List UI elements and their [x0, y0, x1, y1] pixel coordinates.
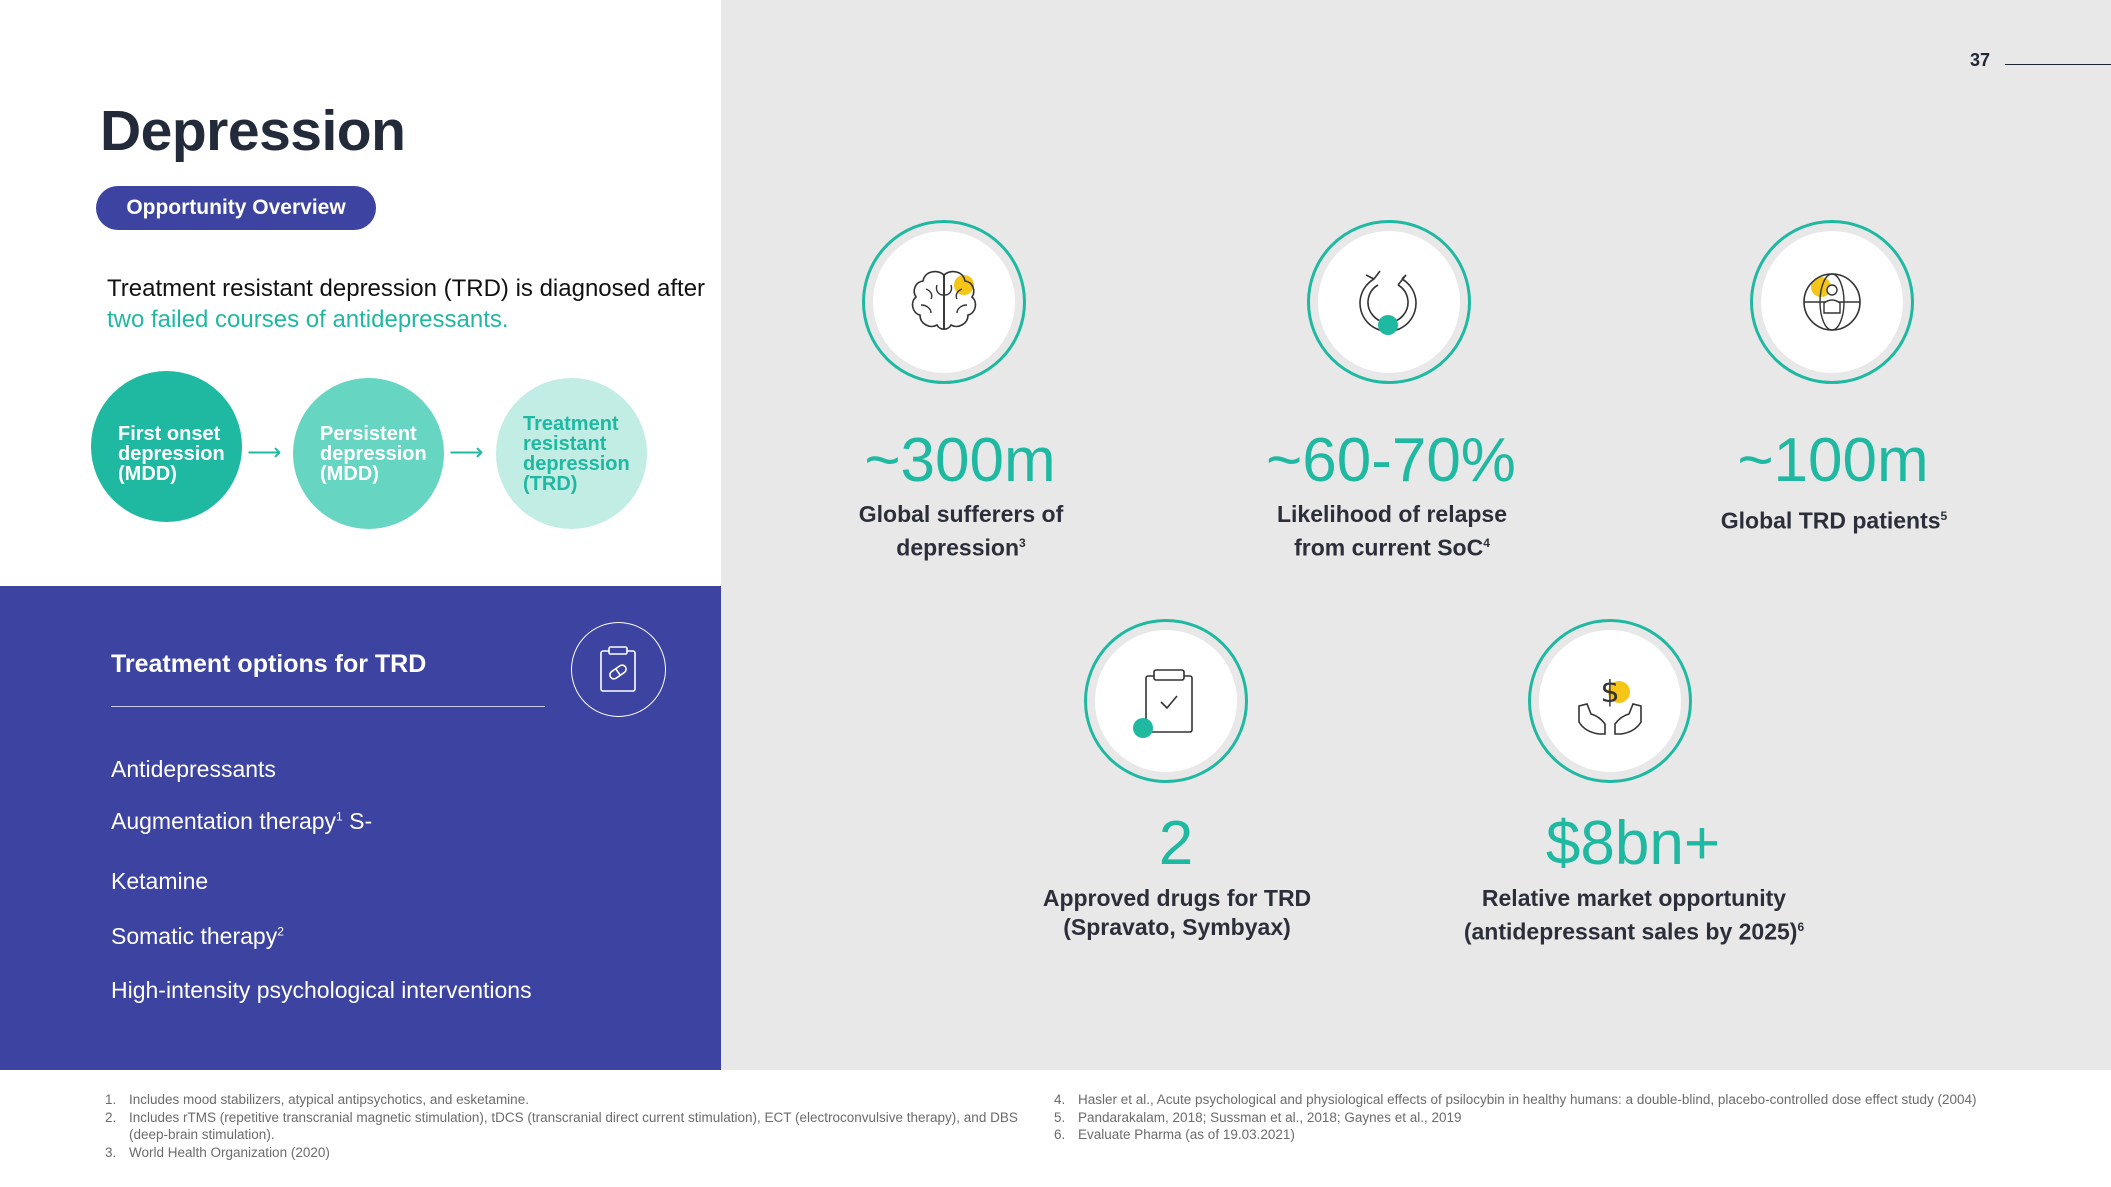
treatment-option-text: Augmentation therapy	[111, 808, 337, 834]
opportunity-overview-badge: Opportunity Overview	[96, 186, 376, 230]
stat-icon-ring	[1750, 220, 1914, 384]
footnote-ref: 1	[336, 809, 343, 824]
stat-label-line: Global sufferers of	[858, 501, 1064, 527]
intro-line-2: two failed courses of antidepressants.	[107, 306, 509, 333]
stat-label-line: Approved drugs for TRD	[1042, 885, 1312, 911]
treatment-options-rule	[111, 706, 545, 707]
arrow-icon: ⟶	[449, 439, 484, 466]
stat-label-line: depression	[896, 534, 1020, 561]
stat-icon-ring	[1307, 220, 1471, 384]
stat-value: $8bn+	[1545, 809, 1721, 878]
stat-icon-ring	[862, 220, 1026, 384]
footnote-number: 1.	[105, 1092, 117, 1107]
prescription-clipboard-icon	[571, 622, 666, 717]
stat-label-line: Relative market opportunity	[1481, 885, 1787, 911]
stat-label-line: Global TRD patients	[1720, 507, 1941, 534]
stat-label	[1424, 884, 1844, 947]
footnotes-left	[105, 1091, 1043, 1161]
svg-text:$: $	[1600, 675, 1620, 710]
footnote	[1054, 1109, 2014, 1127]
footnote	[105, 1109, 1043, 1144]
treatment-option-text: Somatic therapy	[111, 923, 278, 949]
footnote-ref: 2	[277, 924, 284, 939]
arrow-icon: ⟶	[247, 439, 282, 466]
footnote	[105, 1091, 1043, 1109]
stat-label	[967, 884, 1387, 942]
stat-value: ~60-70%	[1266, 426, 1516, 495]
treatment-option-text: High-intensity psychological interventions	[111, 977, 532, 1003]
footnote-number: 6.	[1054, 1127, 1066, 1142]
footnote-number: 4.	[1054, 1092, 1066, 1107]
stat-value: 2	[1158, 809, 1194, 878]
treatment-option-text: Ketamine	[111, 868, 209, 894]
page-number: 37	[1970, 50, 1991, 70]
footnote-ref: 6	[1797, 920, 1805, 934]
stage-first-onset-label: First onset depression (MDD)	[118, 423, 225, 485]
stat-label-line: (antidepressant sales by 2025)	[1463, 918, 1798, 945]
footnote-number: 2.	[105, 1109, 117, 1125]
treatment-option-item	[111, 923, 284, 950]
footnote-text: World Health Organization (2020)	[129, 1144, 330, 1160]
page-title: Depression	[100, 99, 406, 163]
footnote	[1054, 1091, 2014, 1109]
intro-text	[107, 273, 727, 335]
stat-label-line: from current SoC	[1294, 534, 1484, 561]
stat-value: ~300m	[864, 426, 1056, 495]
treatment-option-item	[111, 756, 276, 783]
treatment-option-item	[111, 977, 532, 1004]
stat-label	[1182, 500, 1602, 563]
treatment-options-heading: Treatment options for TRD	[111, 650, 427, 678]
footnote-number: 3.	[105, 1144, 117, 1160]
money-hands-icon	[1565, 656, 1655, 746]
treatment-option-suffix: S-	[342, 808, 373, 834]
footnote-text: Pandarakalam, 2018; Sussman et al., 2018; Gaynes et al., 2019	[1078, 1109, 1462, 1125]
footnote-text: Hasler et al., Acute psychological and physiological effects of psilocybin in healthy humans: a double-blind, placebo-controlled dose effect study (2004)	[1078, 1092, 1977, 1107]
stat-label-line: (Spravato, Symbyax)	[1063, 914, 1291, 940]
brain-icon	[899, 257, 989, 347]
treatment-option-text: Antidepressants	[111, 756, 276, 782]
footnote-text: Includes rTMS (repetitive transcranial magnetic stimulation), tDCS (transcranial direct current stimulation), ECT (electroconvulsive therapy), and DBS (deep-brain stimulation).	[129, 1109, 1018, 1142]
stage-treatment-resistant-label: Treatment resistant depression (TRD)	[523, 413, 630, 495]
page-number-rule	[2005, 64, 2111, 65]
stat-value: ~100m	[1737, 426, 1929, 495]
footnote	[105, 1144, 1043, 1162]
footnote-text: Includes mood stabilizers, atypical antipsychotics, and esketamine.	[129, 1092, 529, 1107]
stat-label	[1624, 502, 2044, 536]
stat-label-line: Likelihood of relapse	[1276, 501, 1508, 527]
footnote-ref: 4	[1483, 536, 1490, 550]
stat-label	[751, 500, 1171, 563]
stat-icon-ring	[1084, 619, 1248, 783]
footnote	[1054, 1126, 2014, 1144]
stat-icon-ring	[1528, 619, 1692, 783]
stage-persistent-label: Persistent depression (MDD)	[320, 423, 427, 485]
treatment-option-item	[111, 808, 372, 835]
footnotes-right	[1054, 1091, 2014, 1144]
footnote-number: 5.	[1054, 1109, 1066, 1125]
treatment-option-item	[111, 868, 208, 895]
footnote-ref: 3	[1019, 536, 1026, 550]
cycle-icon	[1344, 257, 1434, 347]
clipboard-icon	[1121, 656, 1211, 746]
intro-line-1: Treatment resistant depression (TRD) is diagnosed after	[107, 275, 706, 302]
footnote-ref: 5	[1940, 509, 1948, 523]
footnote-text: Evaluate Pharma (as of 19.03.2021)	[1078, 1127, 1295, 1142]
globe-icon	[1787, 257, 1877, 347]
